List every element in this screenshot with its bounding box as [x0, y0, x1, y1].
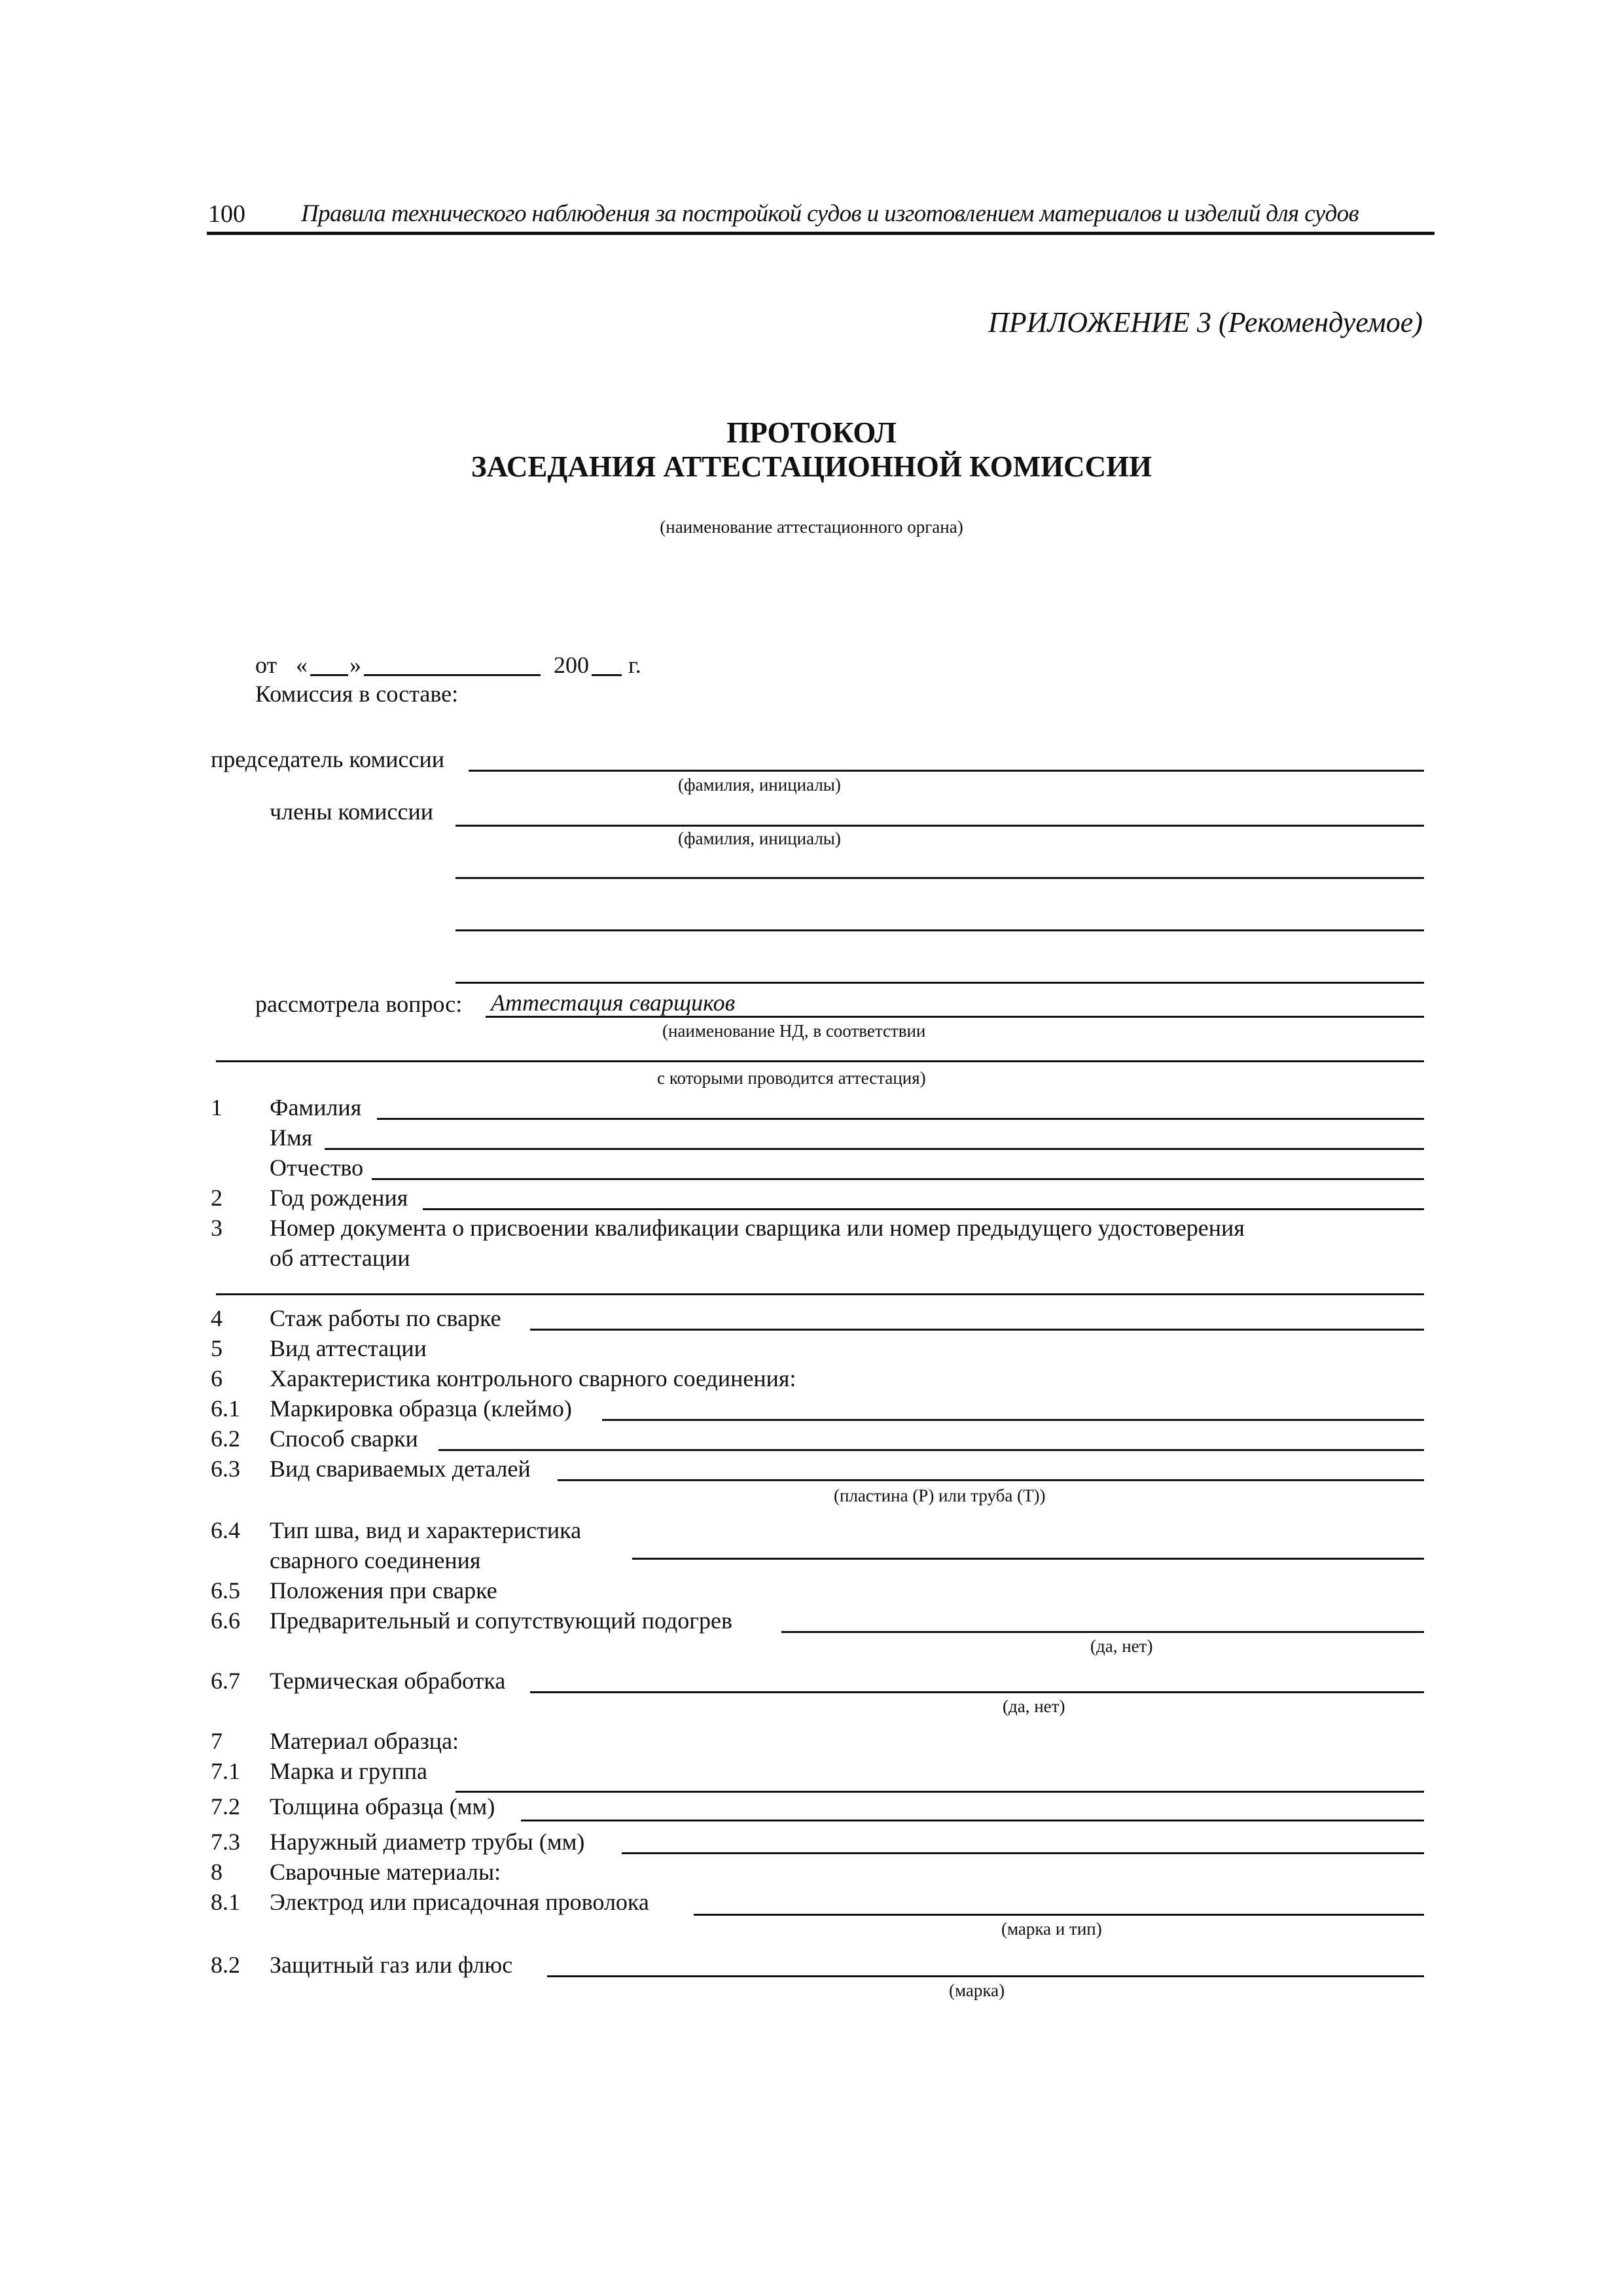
seam-type-label-cont: сварного соединения: [270, 1547, 481, 1573]
shielding-gas-label: Защитный газ или флюс: [270, 1952, 513, 1978]
welding-positions-label: Положения при сварке: [270, 1577, 497, 1604]
chairman-hint: (фамилия, инициалы): [678, 775, 841, 795]
item-number: 6.7: [211, 1668, 240, 1694]
item-number: 7: [211, 1728, 223, 1754]
diameter-field[interactable]: [622, 1852, 1424, 1854]
question-hint-2: с которыми проводится аттестация): [657, 1068, 926, 1088]
thickness-label: Толщина образца (мм): [270, 1793, 495, 1820]
item-number: 4: [211, 1305, 223, 1331]
item-number: 6.6: [211, 1607, 240, 1634]
heat-treatment-label: Термическая обработка: [270, 1668, 506, 1694]
item-number: 6.4: [211, 1517, 240, 1543]
document-number-label-cont: об аттестации: [270, 1245, 410, 1271]
thickness-field[interactable]: [521, 1820, 1424, 1821]
experience-field[interactable]: [530, 1329, 1424, 1331]
item-number: 6.1: [211, 1395, 240, 1422]
preheat-label: Предварительный и сопутствующий подогрев: [270, 1607, 732, 1634]
surname-label: Фамилия: [270, 1094, 362, 1121]
item-number: 6.3: [211, 1456, 240, 1482]
commission-intro: Комиссия в составе:: [255, 681, 459, 707]
welding-method-label: Способ сварки: [270, 1426, 418, 1452]
item-number: 7.2: [211, 1793, 240, 1820]
electrode-hint: (марка и тип): [1001, 1919, 1102, 1939]
members-field-4[interactable]: [455, 982, 1424, 984]
protocol-title: ПРОТОКОЛ: [726, 416, 897, 449]
date-year-prefix: 200: [554, 652, 589, 678]
consumables-label: Сварочные материалы:: [270, 1859, 501, 1885]
members-label: члены комиссии: [270, 798, 434, 825]
document-number-field[interactable]: [216, 1293, 1424, 1295]
grade-label: Марка и группа: [270, 1758, 427, 1784]
question-field-continued[interactable]: [216, 1060, 1424, 1062]
patronymic-field[interactable]: [372, 1178, 1424, 1180]
question-hint-1: (наименование НД, в соответствии: [662, 1021, 926, 1041]
protocol-subtitle: ЗАСЕДАНИЯ АТТЕСТАЦИОННОЙ КОМИССИИ: [471, 450, 1152, 483]
date-day-field[interactable]: [310, 674, 348, 676]
name-field[interactable]: [325, 1148, 1424, 1150]
appendix-label: ПРИЛОЖЕНИЕ 3 (Рекомендуемое): [988, 306, 1423, 338]
surname-field[interactable]: [377, 1118, 1424, 1120]
birth-year-field[interactable]: [423, 1208, 1424, 1210]
item-number: 6.5: [211, 1577, 240, 1604]
question-label: рассмотрела вопрос:: [255, 991, 463, 1017]
diameter-label: Наружный диаметр трубы (мм): [270, 1829, 585, 1855]
item-number: 8.2: [211, 1952, 240, 1978]
electrode-label: Электрод или присадочная проволока: [270, 1889, 649, 1915]
question-value: Аттестация сварщиков: [491, 990, 736, 1016]
heat-treatment-hint: (да, нет): [1003, 1696, 1065, 1716]
shielding-gas-field[interactable]: [547, 1975, 1424, 1977]
marking-label: Маркировка образца (клеймо): [270, 1395, 572, 1422]
item-number: 5: [211, 1335, 223, 1361]
date-year-suffix: г.: [628, 652, 641, 678]
seam-type-label: Тип шва, вид и характеристика: [270, 1517, 582, 1543]
sample-material-label: Материал образца:: [270, 1728, 459, 1754]
parts-type-hint: (пластина (P) или труба (T)): [834, 1486, 1046, 1505]
preheat-field[interactable]: [781, 1631, 1424, 1633]
item-number: 8.1: [211, 1889, 240, 1915]
grade-field[interactable]: [455, 1791, 1424, 1793]
members-field-2[interactable]: [455, 877, 1424, 879]
item-number: 7.3: [211, 1829, 240, 1855]
parts-type-label: Вид свариваемых деталей: [270, 1456, 531, 1482]
header-rule: [207, 232, 1435, 235]
date-from-label: от: [255, 652, 277, 678]
preheat-hint: (да, нет): [1090, 1636, 1153, 1656]
document-number-label: Номер документа о присвоении квалификации сварщика или номер предыдущего удостоверения: [270, 1215, 1245, 1241]
question-field[interactable]: [486, 1016, 1424, 1018]
chairman-field[interactable]: [469, 770, 1424, 772]
certification-type-label: Вид аттестации: [270, 1335, 427, 1361]
members-hint: (фамилия, инициалы): [678, 829, 841, 848]
date-month-field[interactable]: [364, 674, 541, 676]
date-close-quote: »: [349, 652, 361, 678]
item-number: 6: [211, 1365, 223, 1391]
item-number: 2: [211, 1185, 223, 1211]
members-field-1[interactable]: [455, 825, 1424, 827]
org-name-hint: (наименование аттестационного органа): [660, 517, 963, 537]
chairman-label: председатель комиссии: [211, 746, 444, 772]
item-number: 6.2: [211, 1426, 240, 1452]
patronymic-label: Отчество: [270, 1155, 364, 1181]
members-field-3[interactable]: [455, 929, 1424, 931]
date-open-quote: «: [296, 652, 308, 678]
item-number: 7.1: [211, 1758, 240, 1784]
marking-field[interactable]: [602, 1419, 1424, 1421]
name-label: Имя: [270, 1124, 313, 1151]
item-number: 1: [211, 1094, 223, 1121]
date-year-field[interactable]: [592, 674, 622, 676]
page-number: 100: [208, 200, 245, 228]
heat-treatment-field[interactable]: [530, 1691, 1424, 1693]
electrode-field[interactable]: [694, 1914, 1424, 1916]
item-number: 3: [211, 1215, 223, 1241]
parts-type-field[interactable]: [558, 1479, 1424, 1481]
seam-type-field[interactable]: [632, 1558, 1424, 1560]
welding-method-field[interactable]: [438, 1449, 1424, 1451]
joint-characteristics-label: Характеристика контрольного сварного соединения:: [270, 1365, 796, 1391]
birth-year-label: Год рождения: [270, 1185, 408, 1211]
shielding-gas-hint: (марка): [949, 1981, 1005, 2000]
experience-label: Стаж работы по сварке: [270, 1305, 501, 1331]
running-title: Правила технического наблюдения за постройкой судов и изготовлением материалов и изделий для судов: [301, 200, 1359, 227]
item-number: 8: [211, 1859, 223, 1885]
